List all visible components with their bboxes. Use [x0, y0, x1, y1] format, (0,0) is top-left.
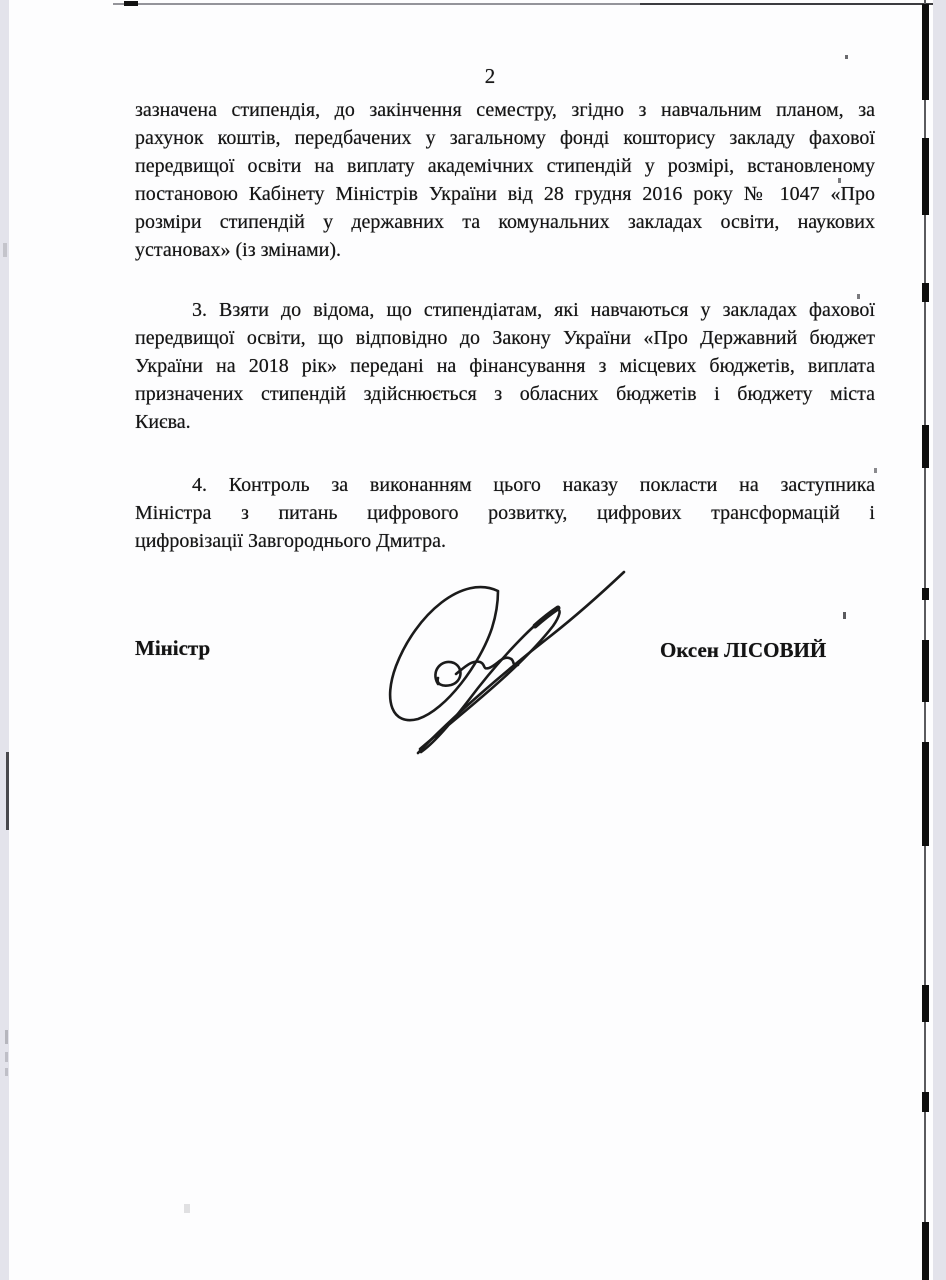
minister-name-label: Оксен ЛІСОВИЙ: [660, 638, 827, 662]
text-line: зазначена стипендія, до закінчення семестру, згідно з навчальним планом, за: [135, 99, 875, 121]
minister-title-label: Міністр: [135, 636, 211, 660]
scan-artifact: [3, 243, 7, 257]
scan-artifact: [838, 178, 841, 183]
scan-artifact: [922, 425, 929, 468]
handwritten-signature: [368, 566, 638, 766]
scan-artifact: [5, 1068, 8, 1076]
scan-artifact: [922, 1222, 929, 1280]
scan-artifact: [874, 468, 877, 473]
scan-artifact: [922, 640, 929, 702]
scan-artifact: [6, 752, 9, 830]
scan-artifact: [845, 55, 848, 59]
text-line: України на 2018 рік» передані на фінансування з місцевих бюджетів, виплата: [135, 355, 875, 377]
scan-artifact: [640, 3, 933, 5]
scan-artifact: [124, 1, 138, 6]
scan-artifact: [843, 612, 846, 619]
scan-artifact: [922, 742, 929, 846]
text-line: постановою Кабінету Міністрів України від 28 грудня 2016 року № 1047 «Про: [135, 183, 875, 205]
text-line: передвищої освіти, що відповідно до Закону України «Про Державний бюджет: [135, 327, 875, 349]
paragraph-item-3: [135, 296, 875, 436]
text-line: розміри стипендій у державних та комунальних закладах освіти, наукових: [135, 211, 875, 233]
text-line: 3. Взяти до відома, що стипендіатам, які навчаються у закладах фахової: [192, 299, 875, 321]
scan-artifact: [857, 294, 860, 299]
text-line: Міністра з питань цифрового розвитку, цифрових трансформацій і: [135, 502, 875, 524]
text-line: установах» (із змінами).: [135, 239, 342, 261]
scan-artifact: [922, 1092, 929, 1112]
scan-artifact: [922, 138, 929, 215]
text-line: передвищої освіти на виплату академічних стипендій у розмірі, встановленому: [135, 155, 875, 177]
scan-artifact: [5, 1052, 8, 1062]
page-number: 2: [484, 64, 496, 88]
paragraph-item-4: [135, 471, 875, 555]
text-line: 4. Контроль за виконанням цього наказу покласти на заступника: [192, 474, 875, 496]
text-line: рахунок коштів, передбачених у загальному фонді кошторису закладу фахової: [135, 127, 875, 149]
text-line: призначених стипендій здійснюється з обласних бюджетів і бюджету міста: [135, 383, 875, 405]
scan-artifact: [922, 283, 929, 302]
scan-artifact: [184, 1204, 190, 1213]
scan-artifact: [922, 4, 929, 100]
scan-artifact: [922, 588, 929, 600]
scan-artifact: [922, 985, 929, 1022]
signature-stroke: [390, 587, 498, 720]
text-line: Києва.: [135, 411, 191, 433]
scan-artifact: [5, 1030, 8, 1044]
paragraph-stipend-funding: [135, 96, 875, 264]
text-line: цифровізації Завгороднього Дмитра.: [135, 530, 446, 552]
